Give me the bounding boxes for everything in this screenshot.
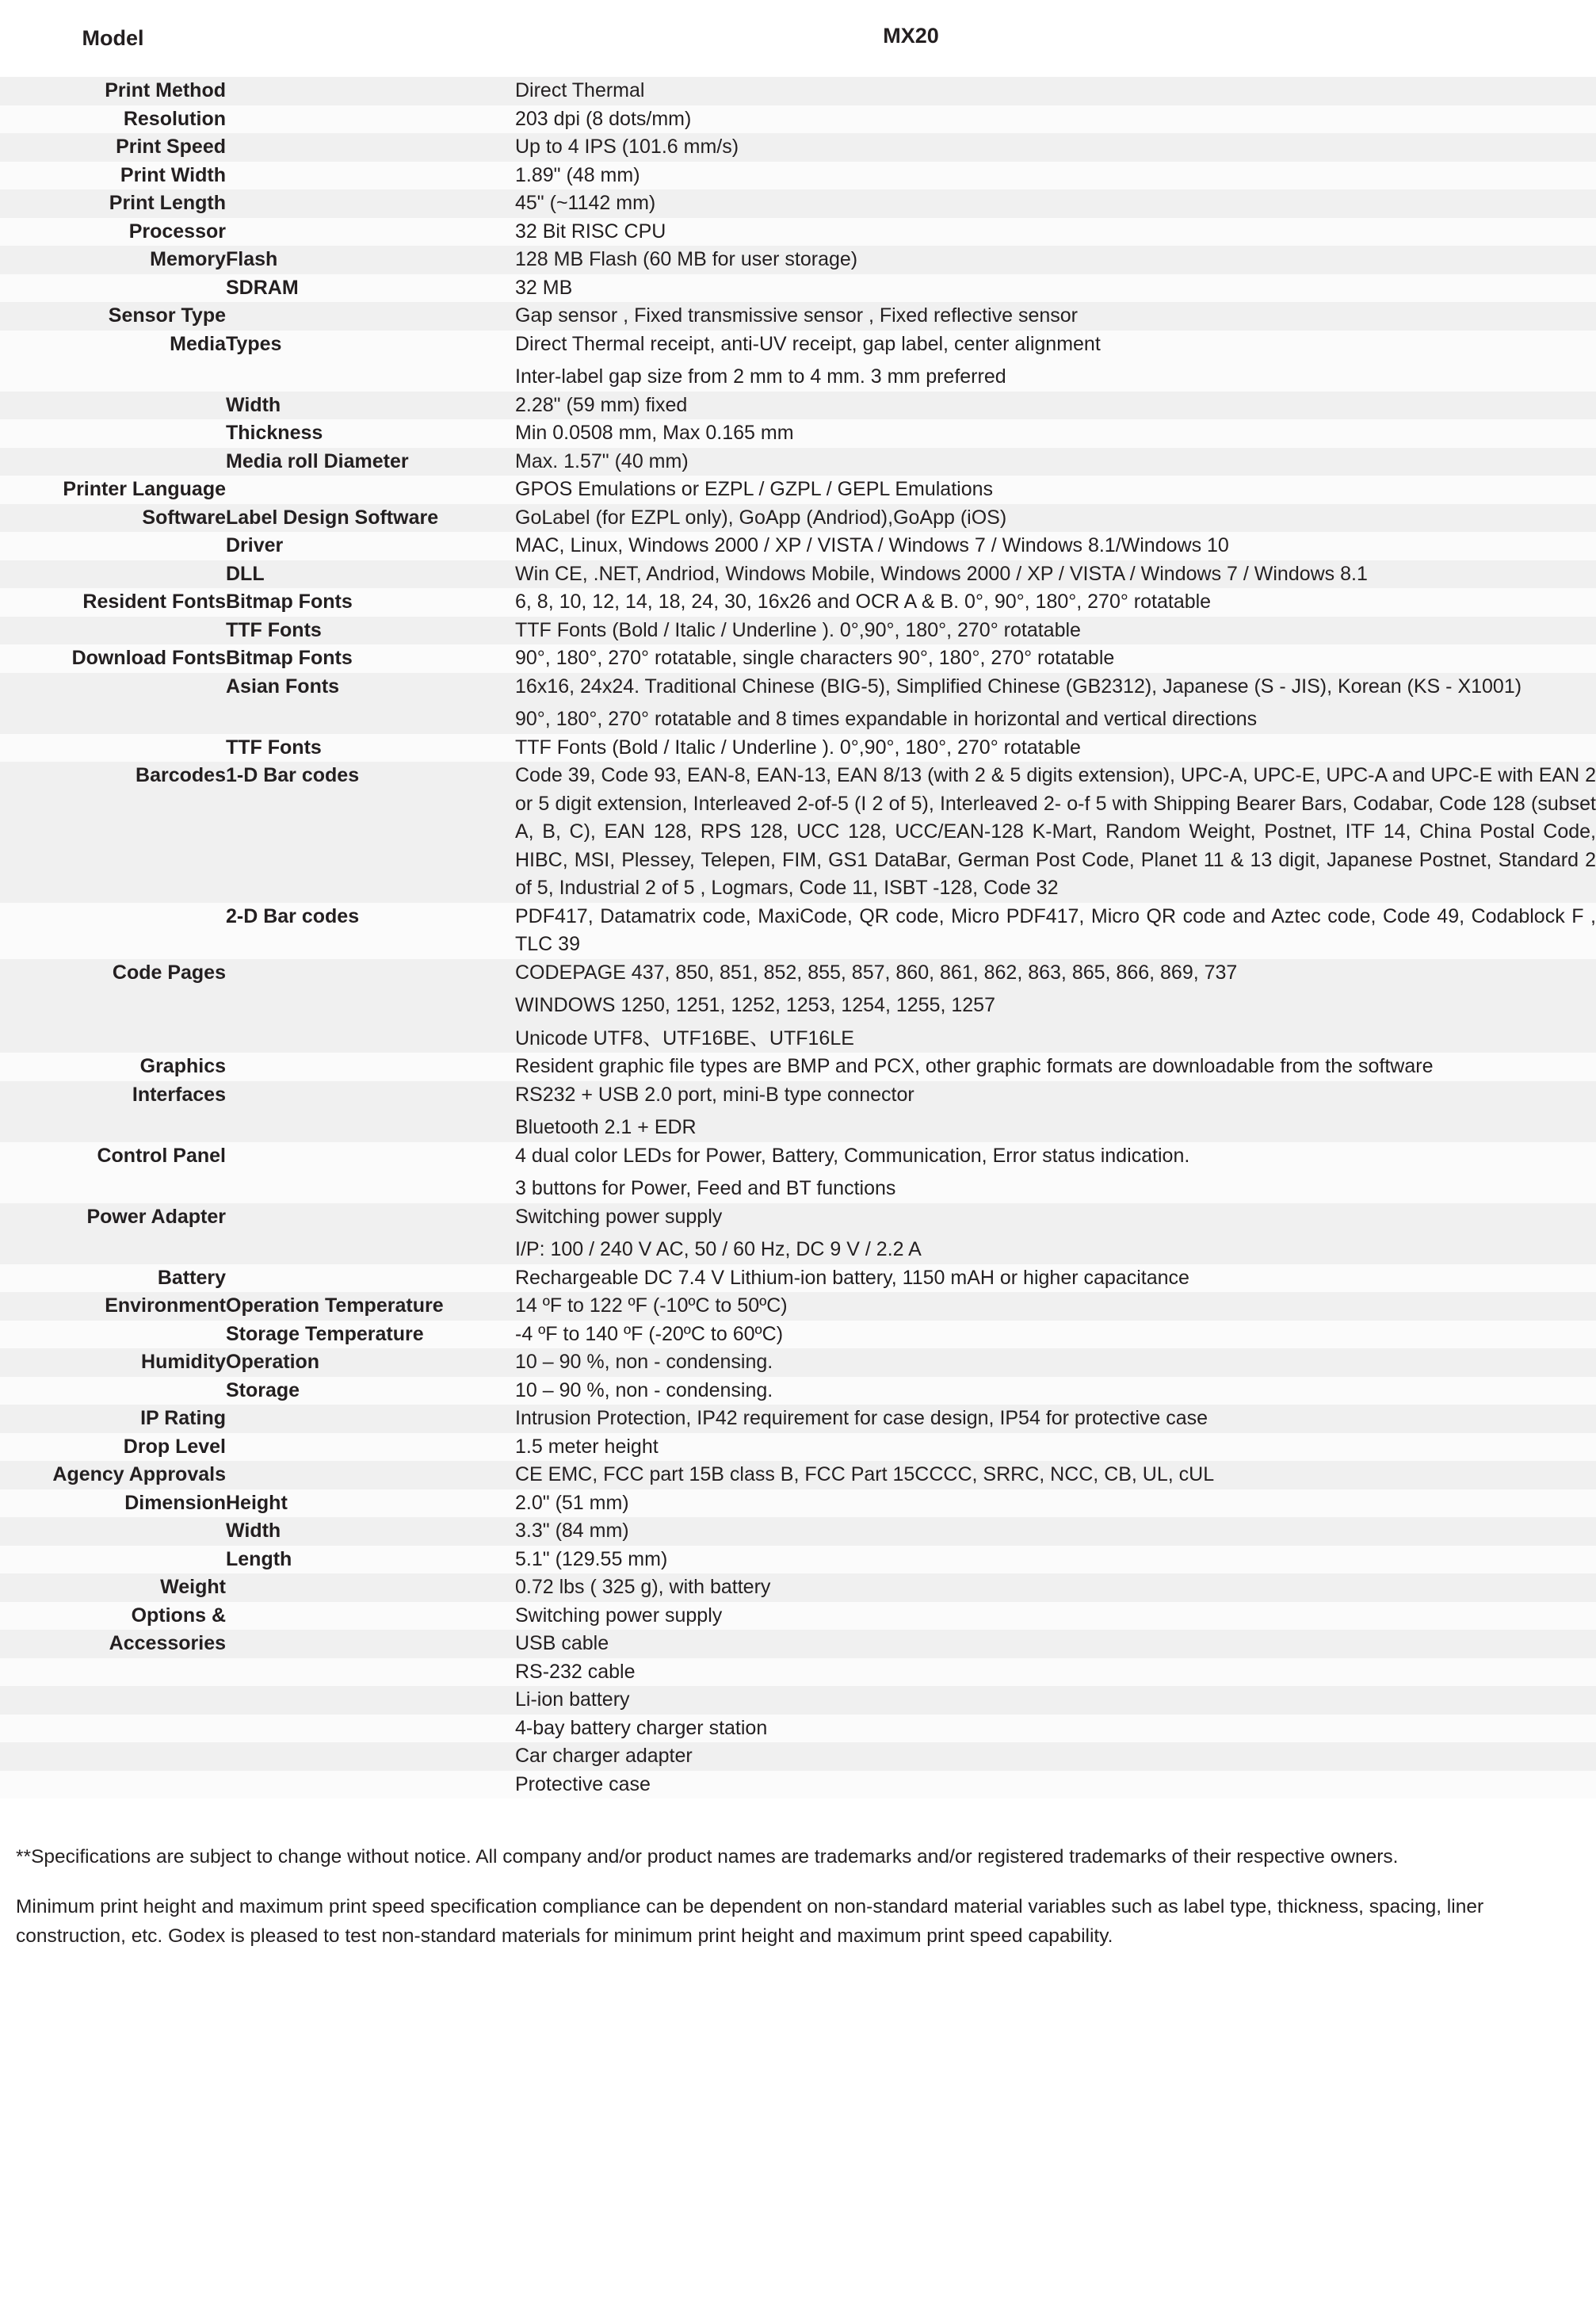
- spec-sublabel: [226, 302, 515, 331]
- spec-value-line: 10 – 90 %, non - condensing.: [515, 1351, 773, 1374]
- spec-value: [515, 1771, 1596, 1799]
- spec-label: Processor: [0, 218, 226, 247]
- table-row: [0, 644, 1596, 673]
- spec-label: [0, 1771, 226, 1799]
- spec-value-line: Intrusion Protection, IP42 requirement for case design, IP54 for protective case: [515, 1407, 1208, 1430]
- table-header-row: [0, 0, 1596, 77]
- table-row: [0, 302, 1596, 331]
- spec-sublabel: 1-D Bar codes: [226, 762, 515, 903]
- table-row: [0, 392, 1596, 420]
- table-row: [0, 1405, 1596, 1433]
- spec-sublabel: [226, 1771, 515, 1799]
- spec-label: Resolution: [0, 105, 226, 134]
- spec-value-line: 45" (~1142 mm): [515, 192, 656, 215]
- spec-sublabel: [226, 162, 515, 190]
- spec-value: [515, 246, 1596, 274]
- spec-value-line: Inter-label gap size from 2 mm to 4 mm. 3 mm preferred: [515, 365, 1006, 388]
- table-row: [0, 331, 1596, 392]
- spec-value: [515, 734, 1596, 763]
- table-row: [0, 1377, 1596, 1405]
- table-row: [0, 504, 1596, 533]
- spec-label: Barcodes: [0, 762, 226, 903]
- spec-label: Resident Fonts: [0, 588, 226, 617]
- spec-sublabel: Width: [226, 392, 515, 420]
- spec-value: [515, 1292, 1596, 1321]
- spec-label: [0, 1517, 226, 1546]
- table-row: [0, 1686, 1596, 1715]
- spec-label: Control Panel: [0, 1142, 226, 1203]
- spec-sublabel: 2-D Bar codes: [226, 903, 515, 959]
- spec-label: Dimension: [0, 1489, 226, 1518]
- spec-value: [515, 1742, 1596, 1771]
- spec-sublabel: [226, 1053, 515, 1081]
- table-row: [0, 1517, 1596, 1546]
- spec-sublabel: TTF Fonts: [226, 734, 515, 763]
- table-row: [0, 588, 1596, 617]
- spec-value: [515, 762, 1596, 903]
- spec-label: [0, 1321, 226, 1349]
- spec-value-line: 2.28" (59 mm) fixed: [515, 393, 688, 416]
- spec-sublabel: [226, 189, 515, 218]
- spec-sublabel: Storage Temperature: [226, 1321, 515, 1349]
- spec-label: [0, 1742, 226, 1771]
- spec-label: [0, 419, 226, 448]
- spec-value: [515, 448, 1596, 476]
- table-row: [0, 218, 1596, 247]
- spec-value-line: GPOS Emulations or EZPL / GZPL / GEPL Emulations: [515, 478, 994, 501]
- spec-value-line: WINDOWS 1250, 1251, 1252, 1253, 1254, 1255, 1257: [515, 994, 995, 1017]
- spec-value: [515, 1203, 1596, 1264]
- table-row: [0, 617, 1596, 645]
- spec-value-line: 6, 8, 10, 12, 14, 18, 24, 30, 16x26 and OCR A & B. 0°, 90°, 180°, 270° rotatable: [515, 591, 1212, 614]
- table-row: [0, 1602, 1596, 1631]
- spec-sublabel: [226, 1742, 515, 1771]
- spec-value: [515, 1686, 1596, 1715]
- spec-value: [515, 617, 1596, 645]
- table-row: [0, 903, 1596, 959]
- spec-value: [515, 1602, 1596, 1631]
- spec-value: [515, 1081, 1596, 1142]
- spec-sublabel: SDRAM: [226, 274, 515, 303]
- spec-value: [515, 476, 1596, 504]
- spec-label: Environment: [0, 1292, 226, 1321]
- spec-value-line: Car charger adapter: [515, 1745, 693, 1768]
- spec-value: [515, 903, 1596, 959]
- spec-value-line: Direct Thermal: [515, 79, 645, 102]
- footnote-1: **Specifications are subject to change without notice. All company and/or product names are trademarks and/or registered trademarks of their respective owners.: [16, 1846, 1399, 1868]
- spec-label: [0, 274, 226, 303]
- spec-value-line: Rechargeable DC 7.4 V Lithium-ion battery, 1150 mAH or higher capacitance: [515, 1266, 1189, 1289]
- spec-value: [515, 1461, 1596, 1489]
- spec-value-line: 90°, 180°, 270° rotatable and 8 times expandable in horizontal and vertical directions: [515, 708, 1258, 731]
- spec-value: [515, 302, 1596, 331]
- spec-label: Print Method: [0, 77, 226, 105]
- spec-label: Print Length: [0, 189, 226, 218]
- spec-value-line: Resident graphic file types are BMP and PCX, other graphic formats are downloadable from the software: [515, 1055, 1434, 1078]
- spec-sublabel: TTF Fonts: [226, 617, 515, 645]
- spec-label: Download Fonts: [0, 644, 226, 673]
- spec-sublabel: [226, 1715, 515, 1743]
- spec-value-line: Max. 1.57" (40 mm): [515, 449, 689, 472]
- spec-label: [0, 560, 226, 589]
- spec-sublabel: [226, 476, 515, 504]
- spec-sublabel: Length: [226, 1546, 515, 1574]
- table-row: [0, 1489, 1596, 1518]
- spec-value: [515, 504, 1596, 533]
- spec-value: [515, 218, 1596, 247]
- spec-value: [515, 1715, 1596, 1743]
- spec-value: [515, 1546, 1596, 1574]
- spec-sublabel: DLL: [226, 560, 515, 589]
- spec-sublabel: [226, 1433, 515, 1462]
- table-row: [0, 1292, 1596, 1321]
- table-row: [0, 1546, 1596, 1574]
- spec-value-line: PDF417, Datamatrix code, MaxiCode, QR code, Micro PDF417, Micro QR code and Aztec code, Code 49, Codablock F , TLC 39: [515, 904, 1596, 956]
- spec-sublabel: [226, 1686, 515, 1715]
- spec-value-line: -4 ºF to 140 ºF (-20ºC to 60ºC): [515, 1322, 784, 1345]
- spec-sublabel: [226, 218, 515, 247]
- table-row: [0, 673, 1596, 734]
- table-row: [0, 1715, 1596, 1743]
- spec-value: [515, 644, 1596, 673]
- table-row: [0, 246, 1596, 274]
- table-row: [0, 1348, 1596, 1377]
- spec-value: [515, 959, 1596, 1053]
- table-row: [0, 560, 1596, 589]
- spec-sublabel: [226, 105, 515, 134]
- spec-value-line: I/P: 100 / 240 V AC, 50 / 60 Hz, DC 9 V / 2.2 A: [515, 1238, 922, 1261]
- spec-value-line: TTF Fonts (Bold / Italic / Underline ). 0°,90°, 180°, 270° rotatable: [515, 736, 1081, 759]
- table-row: [0, 1433, 1596, 1462]
- spec-label: Print Width: [0, 162, 226, 190]
- spec-value: [515, 1405, 1596, 1433]
- spec-label: Humidity: [0, 1348, 226, 1377]
- spec-sublabel: [226, 1573, 515, 1602]
- table-row: [0, 133, 1596, 162]
- spec-sublabel: [226, 1081, 515, 1142]
- spec-value-line: TTF Fonts (Bold / Italic / Underline ). 0°,90°, 180°, 270° rotatable: [515, 618, 1081, 641]
- spec-sublabel: [226, 77, 515, 105]
- spec-sublabel: [226, 1142, 515, 1203]
- spec-value-line: 1.5 meter height: [515, 1435, 659, 1458]
- table-row: [0, 734, 1596, 763]
- spec-label: Accessories: [0, 1630, 226, 1658]
- spec-value-line: 10 – 90 %, non - condensing.: [515, 1378, 773, 1401]
- spec-label: Options &: [0, 1602, 226, 1631]
- spec-value: [515, 331, 1596, 392]
- spec-value: [515, 133, 1596, 162]
- spec-sublabel: [226, 1264, 515, 1293]
- spec-label: Code Pages: [0, 959, 226, 1053]
- table-row: [0, 448, 1596, 476]
- spec-value: [515, 77, 1596, 105]
- spec-label: Media: [0, 331, 226, 392]
- spec-value-line: Bluetooth 2.1 + EDR: [515, 1116, 697, 1139]
- table-row: [0, 1321, 1596, 1349]
- table-row: [0, 77, 1596, 105]
- table-row: [0, 1630, 1596, 1658]
- spec-value: [515, 1377, 1596, 1405]
- spec-sublabel: Types: [226, 331, 515, 392]
- spec-label: [0, 734, 226, 763]
- spec-value: [515, 1489, 1596, 1518]
- spec-value: [515, 1630, 1596, 1658]
- footnote-2: Minimum print height and maximum print speed specification compliance can be dependent on non-standard material variables such as label type, thickness, spacing, liner construction, etc. Godex is pleased to test non-standard materials for minimum print height and maximum print speed capability.: [16, 1896, 1484, 1947]
- model-value: MX20: [226, 0, 1596, 77]
- spec-label: Print Speed: [0, 133, 226, 162]
- spec-sublabel: Width: [226, 1517, 515, 1546]
- spec-value-line: Li-ion battery: [515, 1688, 630, 1711]
- table-row: [0, 1053, 1596, 1081]
- spec-value-line: GoLabel (for EZPL only), GoApp (Andriod),GoApp (iOS): [515, 506, 1007, 529]
- table-row: [0, 762, 1596, 903]
- table-row: [0, 1203, 1596, 1264]
- spec-label: Drop Level: [0, 1433, 226, 1462]
- spec-label: [0, 1377, 226, 1405]
- spec-value-line: 203 dpi (8 dots/mm): [515, 107, 692, 130]
- table-row: [0, 419, 1596, 448]
- spec-sublabel: Bitmap Fonts: [226, 588, 515, 617]
- spec-label: Battery: [0, 1264, 226, 1293]
- spec-value-line: Gap sensor , Fixed transmissive sensor , Fixed reflective sensor: [515, 304, 1078, 327]
- spec-label: Weight: [0, 1573, 226, 1602]
- spec-label: [0, 673, 226, 734]
- table-row: [0, 1742, 1596, 1771]
- table-row: [0, 162, 1596, 190]
- spec-value: [515, 1573, 1596, 1602]
- table-row: [0, 105, 1596, 134]
- spec-label: [0, 903, 226, 959]
- spec-sublabel: Operation: [226, 1348, 515, 1377]
- table-row: [0, 532, 1596, 560]
- spec-label: [0, 1658, 226, 1687]
- spec-label: Software: [0, 504, 226, 533]
- spec-value-line: 3.3" (84 mm): [515, 1520, 629, 1543]
- spec-value-line: Protective case: [515, 1772, 651, 1795]
- spec-value-line: Switching power supply: [515, 1205, 723, 1228]
- spec-value: [515, 1142, 1596, 1203]
- spec-value: [515, 1321, 1596, 1349]
- spec-label: [0, 532, 226, 560]
- spec-value-line: CODEPAGE 437, 850, 851, 852, 855, 857, 860, 861, 862, 863, 865, 866, 869, 737: [515, 961, 1238, 984]
- spec-label: [0, 1546, 226, 1574]
- spec-value: [515, 588, 1596, 617]
- spec-label: [0, 392, 226, 420]
- spec-value: [515, 1053, 1596, 1081]
- spec-sublabel: [226, 1203, 515, 1264]
- table-row: [0, 1142, 1596, 1203]
- spec-sublabel: Flash: [226, 246, 515, 274]
- spec-sublabel: [226, 133, 515, 162]
- spec-label: [0, 1715, 226, 1743]
- spec-value-line: 1.89" (48 mm): [515, 163, 640, 186]
- footnotes: [0, 1799, 1596, 1959]
- spec-label: Agency Approvals: [0, 1461, 226, 1489]
- spec-sublabel: Storage: [226, 1377, 515, 1405]
- spec-value-line: 90°, 180°, 270° rotatable, single characters 90°, 180°, 270° rotatable: [515, 647, 1115, 670]
- spec-value-line: Unicode UTF8、UTF16BE、UTF16LE: [515, 1027, 854, 1049]
- spec-sublabel: Asian Fonts: [226, 673, 515, 734]
- spec-value-line: Up to 4 IPS (101.6 mm/s): [515, 136, 739, 159]
- spec-value-line: Switching power supply: [515, 1604, 723, 1627]
- spec-value: [515, 189, 1596, 218]
- table-row: [0, 1461, 1596, 1489]
- spec-value-line: 4-bay battery charger station: [515, 1716, 768, 1739]
- spec-value-line: 0.72 lbs ( 325 g), with battery: [515, 1576, 771, 1599]
- spec-value-line: 16x16, 24x24. Traditional Chinese (BIG-5), Simplified Chinese (GB2312), Japanese (S - JIS), Korean (KS - X1001): [515, 675, 1522, 698]
- model-label: Model: [0, 0, 226, 77]
- spec-label: Graphics: [0, 1053, 226, 1081]
- spec-value: [515, 392, 1596, 420]
- spec-value: [515, 673, 1596, 734]
- spec-value: [515, 274, 1596, 303]
- table-row: [0, 1573, 1596, 1602]
- spec-value: [515, 419, 1596, 448]
- spec-sublabel: Driver: [226, 532, 515, 560]
- spec-label: Power Adapter: [0, 1203, 226, 1264]
- spec-value-line: RS-232 cable: [515, 1660, 636, 1683]
- spec-label: Interfaces: [0, 1081, 226, 1142]
- spec-label: IP Rating: [0, 1405, 226, 1433]
- table-row: [0, 274, 1596, 303]
- spec-value-line: 2.0" (51 mm): [515, 1491, 629, 1514]
- spec-value-line: MAC, Linux, Windows 2000 / XP / VISTA / Windows 7 / Windows 8.1/Windows 10: [515, 534, 1229, 557]
- spec-value-line: Min 0.0508 mm, Max 0.165 mm: [515, 422, 794, 445]
- spec-value: [515, 532, 1596, 560]
- spec-value-line: Code 39, Code 93, EAN-8, EAN-13, EAN 8/13 (with 2 & 5 digits extension), UPC-A, UPC-E, UPC-A and UPC-E with EAN 2 or 5 digit extension, Interleaved 2-of-5 (I 2 of 5), Interleaved 2- o-f 5 with Shipping Bearer Bars, Codabar, Code 128 (subset A, B, C), EAN 128, RPS 128, UCC 128, UCC/EAN-128 K-Mart, Random Weight, Postnet, ITF 14, China Postal Code, HIBC, MSI, Plessey, Telepen, FIM, GS1 DataBar, German Post Code, Planet 11 & 13 digit, Japanese Postnet, Standard 2 of 5, Industrial 2 of 5 , Logmars, Code 11, ISBT -128, Code 32: [515, 764, 1596, 900]
- spec-value: [515, 560, 1596, 589]
- table-row: [0, 959, 1596, 1053]
- spec-value-line: 32 Bit RISC CPU: [515, 220, 666, 243]
- spec-value-line: USB cable: [515, 1632, 609, 1655]
- spec-value-line: RS232 + USB 2.0 port, mini-B type connector: [515, 1083, 914, 1106]
- spec-value-line: 128 MB Flash (60 MB for user storage): [515, 248, 858, 271]
- spec-label: Memory: [0, 246, 226, 274]
- table-row: [0, 476, 1596, 504]
- spec-label: [0, 1686, 226, 1715]
- spec-label: [0, 448, 226, 476]
- spec-value-line: 3 buttons for Power, Feed and BT functions: [515, 1177, 896, 1200]
- spec-sublabel: Thickness: [226, 419, 515, 448]
- spec-value: [515, 1348, 1596, 1377]
- spec-value: [515, 105, 1596, 134]
- spec-sublabel: [226, 1602, 515, 1631]
- spec-sublabel: [226, 1630, 515, 1658]
- spec-value: [515, 1658, 1596, 1687]
- spec-label: Printer Language: [0, 476, 226, 504]
- spec-value-line: 32 MB: [515, 276, 573, 299]
- spec-value: [515, 1264, 1596, 1293]
- spec-sublabel: Media roll Diameter: [226, 448, 515, 476]
- spec-value-line: 14 ºF to 122 ºF (-10ºC to 50ºC): [515, 1294, 788, 1317]
- spec-value-line: 4 dual color LEDs for Power, Battery, Communication, Error status indication.: [515, 1144, 1190, 1167]
- spec-value: [515, 1517, 1596, 1546]
- spec-value-line: 5.1" (129.55 mm): [515, 1547, 668, 1570]
- spec-sublabel: [226, 959, 515, 1053]
- spec-sublabel: Label Design Software: [226, 504, 515, 533]
- spec-sublabel: [226, 1461, 515, 1489]
- spec-sublabel: Bitmap Fonts: [226, 644, 515, 673]
- table-row: [0, 1264, 1596, 1293]
- spec-value-line: Win CE, .NET, Andriod, Windows Mobile, Windows 2000 / XP / VISTA / Windows 7 / Windows 8.1: [515, 562, 1368, 585]
- spec-value: [515, 162, 1596, 190]
- spec-sublabel: [226, 1658, 515, 1687]
- spec-label: Sensor Type: [0, 302, 226, 331]
- spec-value-line: Direct Thermal receipt, anti-UV receipt, gap label, center alignment: [515, 332, 1101, 355]
- table-row: [0, 1081, 1596, 1142]
- table-row: [0, 1658, 1596, 1687]
- spec-sublabel: [226, 1405, 515, 1433]
- table-row: [0, 189, 1596, 218]
- table-row: [0, 1771, 1596, 1799]
- spec-value-line: CE EMC, FCC part 15B class B, FCC Part 15CCCC, SRRC, NCC, CB, UL, cUL: [515, 1463, 1215, 1486]
- spec-sublabel: Operation Temperature: [226, 1292, 515, 1321]
- spec-value: [515, 1433, 1596, 1462]
- spec-sublabel: Height: [226, 1489, 515, 1518]
- spec-label: [0, 617, 226, 645]
